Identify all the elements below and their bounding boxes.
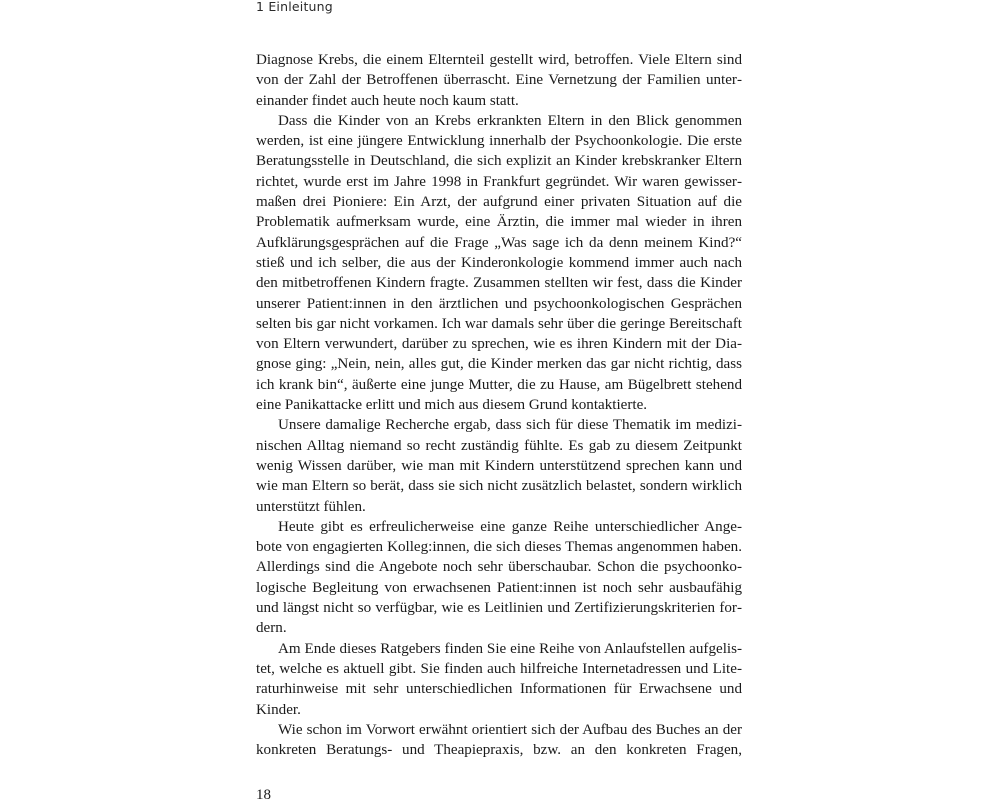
paragraph: Wie schon im Vorwort erwähnt orientiert sich der Aufbau des Buches an der konkreten Beratungs- und Theapiepraxis, bzw. an den konkreten Fragen, [256, 721, 742, 759]
running-head: 1 Einleitung [256, 0, 333, 14]
body-text [256, 50, 742, 760]
paragraph: Dass die Kinder von an Krebs erkrankten Eltern in den Blick genommen werden, ist eine jüngere Entwicklung innerhalb der Psychoonkologie. Die erste Beratungsstelle in Deutschland, die sich explizit an Kinder krebskranker Eltern richtet, wurde erst im Jahre 1998 in Frankfurt gegründet. Wir waren gewissermaßen drei Pioniere: Ein Arzt, der aufgrund einer privaten Situation auf die Problematik aufmerksam wurde, eine Ärztin, die immer mal wieder in ihren Aufklärungsgesprächen auf die Frage „Was sage ich da denn meinem Kind?“ stieß und ich selber, die aus der Kinderonkologie kommend immer auch nach den mitbetroffenen Kindern fragte. Zusammen stellten wir fest, dass die Kinder unserer Patient:innen in den ärztlichen und psychoonkologischen Gesprächen selten bis gar nicht vorkamen. Ich war damals sehr über die geringe Bereitschaft von Eltern verwundert, darüber zu sprechen, wie es ihren Kindern mit der Diagnose ging: „Nein, nein, alles gut, die Kinder merken das gar nicht richtig, dass ich krank bin“, äußerte eine junge Mutter, die zu Hause, am Bügelbrett stehend eine Panikattacke erlitt und mich aus diesem Grund kontaktierte. [256, 112, 742, 414]
page-number: 18 [256, 787, 271, 803]
paragraph: Am Ende dieses Ratgebers finden Sie eine Reihe von Anlaufstellen aufgelistet, welche es aktuell gibt. Sie finden auch hilfreiche Internetadressen und Literaturhinweise mit sehr unterschiedlichen Informationen für Erwachsene und Kinder. [256, 640, 742, 718]
paragraph: Diagnose Krebs, die einem Elternteil gestellt wird, betroffen. Viele Eltern sind von der Zahl der Betroffenen überrascht. Eine Vernetzung der Familien untereinander findet auch heute noch kaum statt. [256, 52, 742, 109]
paragraph: Heute gibt es erfreulicherweise eine ganze Reihe unterschiedlicher Angebote von engagierten Kolleg:innen, die sich dieses Themas angenommen haben. Allerdings sind die Angebote noch sehr überschaubar. Schon die psychoonkologische Begleitung von erwachsenen Patient:innen ist noch sehr ausbaufähig und längst nicht so verfügbar, wie es Leitlinien und Zertifizierungskriterien fordern. [256, 518, 742, 637]
paragraph: Unsere damalige Recherche ergab, dass sich für diese Thematik im medizinischen Alltag niemand so recht zuständig fühlte. Es gab zu diesem Zeitpunkt wenig Wissen darüber, wie man mit Kindern unterstützend sprechen kann und wie man Eltern so berät, dass sie sich nicht zusätzlich belastet, sondern wirklich unterstützt fühlen. [256, 417, 742, 515]
